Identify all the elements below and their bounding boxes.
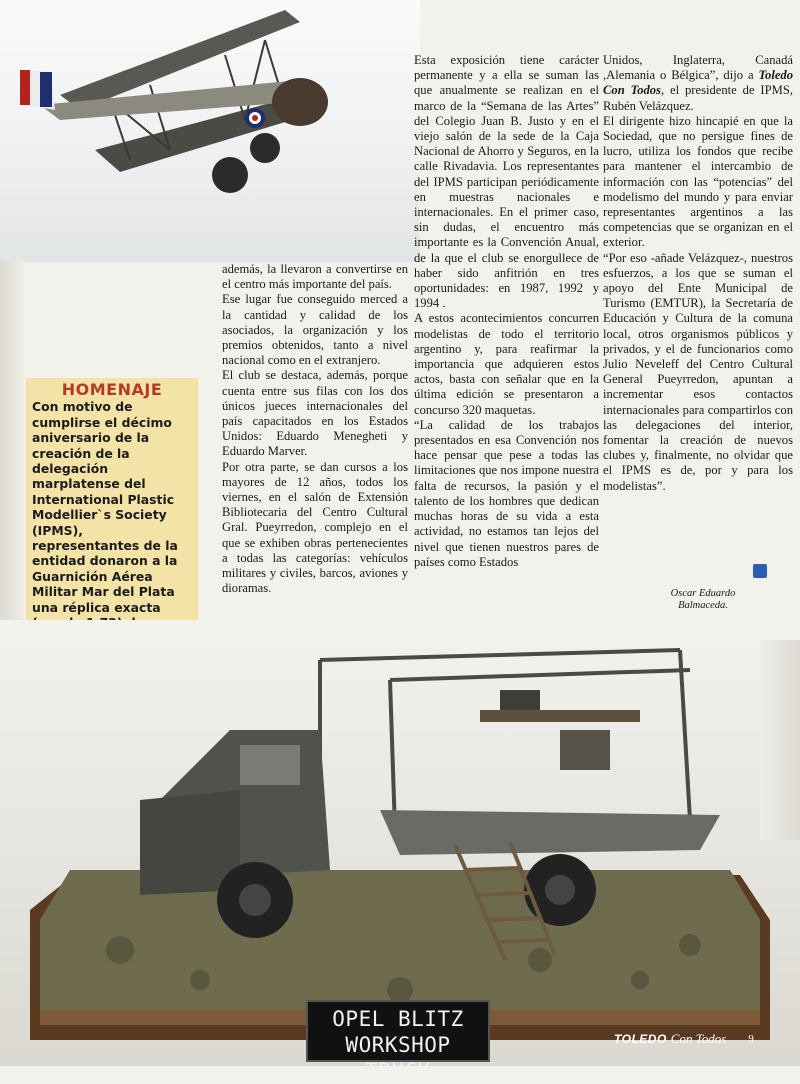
page-footer <box>614 1028 784 1050</box>
magazine-tagline: Con Todos <box>670 1031 727 1046</box>
publication-name: Toledo Con Todos <box>603 68 793 98</box>
model-title-plate: OPEL BLITZ WORKSHOP TRUCK <box>306 1000 490 1062</box>
biplane-model-photo <box>0 0 420 262</box>
author-signature: Oscar Eduardo Balmaceda. <box>670 588 736 611</box>
biplane-illustration <box>0 0 420 262</box>
article-column-2 <box>414 53 599 570</box>
article-end-mark-icon <box>753 564 767 578</box>
article-text-part: Unidos, Inglaterra, Canadá ,Alemania o Bélgica”, dijo a <box>603 53 793 83</box>
article-text <box>603 53 793 494</box>
homenaje-title: HOMENAJE <box>61 380 163 399</box>
adjacent-page-edge <box>760 640 800 840</box>
article-text-part: , el presidente de IPMS, Rubén Velázquez. El dirigente hizo hincapié en que la Sociedad, que no persigue fines de lucro, utiliza los fondos que recibe para mantener el intercambio de información con las “potencias” del modelismo del mundo y para enviar representantes argentinos a las competencias que se organizan en el exterior. “Por eso -añade Velázquez-, nuestros esfuerzos, a los que se suman el apoyo del Ente Municipal de Turismo (EMTUR), la Secretaría de Educación y Cultura de la comuna local, otros organismos públicos y privados, y el de funcionarios como Julio Neveleff del Centro Cultural General Pueyrredon, apuntan a incrementar esos contactos internacionales para compartirlos con las delegaciones del interior, fomentar la creación de nuevos clubes y, finalmente, no olvidar que el IPMS es de, por y para los modelistas”. <box>603 83 793 493</box>
article-column-1 <box>222 262 408 596</box>
magazine-brand: TOLEDO <box>614 1032 667 1046</box>
article-text: Esta exposición tiene carácter permanente y a ella se suman las que anualmente se realizan en el marco de la “Semana de las Artes” del Colegio Juan B. Justo y en el viejo salón de la sede de la Caja Nacional de Ahorro y Seguros, en la calle Rivadavia. Los representantes del IPMS participan periódicamente en muestras nacionales e internacionales. En el primer caso, sin dudas, el encuentro más importante es la Convención Anual, de la que el club se enorgullece de haber sido anfitrión en tres oportunidades: en 1987, 1992 y 1994 . A estos acontecimientos concurren modelistas de todo el territorio argentino y, para reafirmar la importancia que adquieren estos actos, basta con señalar que en la última edición se presentaron a concurso 320 maquetas. “La calidad de los trabajos presentados en esa Convención nos hace pensar que pese a todas las limitaciones que nos impone nuestra falta de recursos, la pasión y el talento de los hombres que dedican muchas horas de su vida a esta actividad, no estamos tan lejos del nivel que tienen nuestros pares de países como Estados <box>414 53 599 569</box>
homenaje-body: Con motivo de cumplirse el décimo aniversario de la creación de la delegación marplatense del International Plastic Modellier`s Society (IPMS), representantes de la entidad donaron a la Guarnición Aérea Militar Mar del Plata una réplica exacta <box>32 399 178 615</box>
article-text: además, la llevaron a convertirse en el centro más importante del país. Ese lugar fue conseguido merced a la cantidad y calidad de los asociados, la organización y los premios obtenidos, tanto a nivel nacional como en el extranjero. El club se destaca, además, porque cuenta entre sus filas con los dos únicos jueces internacionales del país capacitados en los Estados Unidos: Eduardo Menegheti y Eduardo Marver. Por otra parte, se dan cursos a los mayores de 12 años, todos los viernes, en el salón de Extensión Bibliotecaria del Centro Cultural Gral. Pueyrredon, complejo en el que se exhiben obras pertenecientes a todas las categorías: vehículos militares y civiles, barcos, aviones y dioramas. <box>222 262 408 596</box>
article-column-3 <box>603 53 793 494</box>
page-number: 9 <box>748 1033 754 1045</box>
